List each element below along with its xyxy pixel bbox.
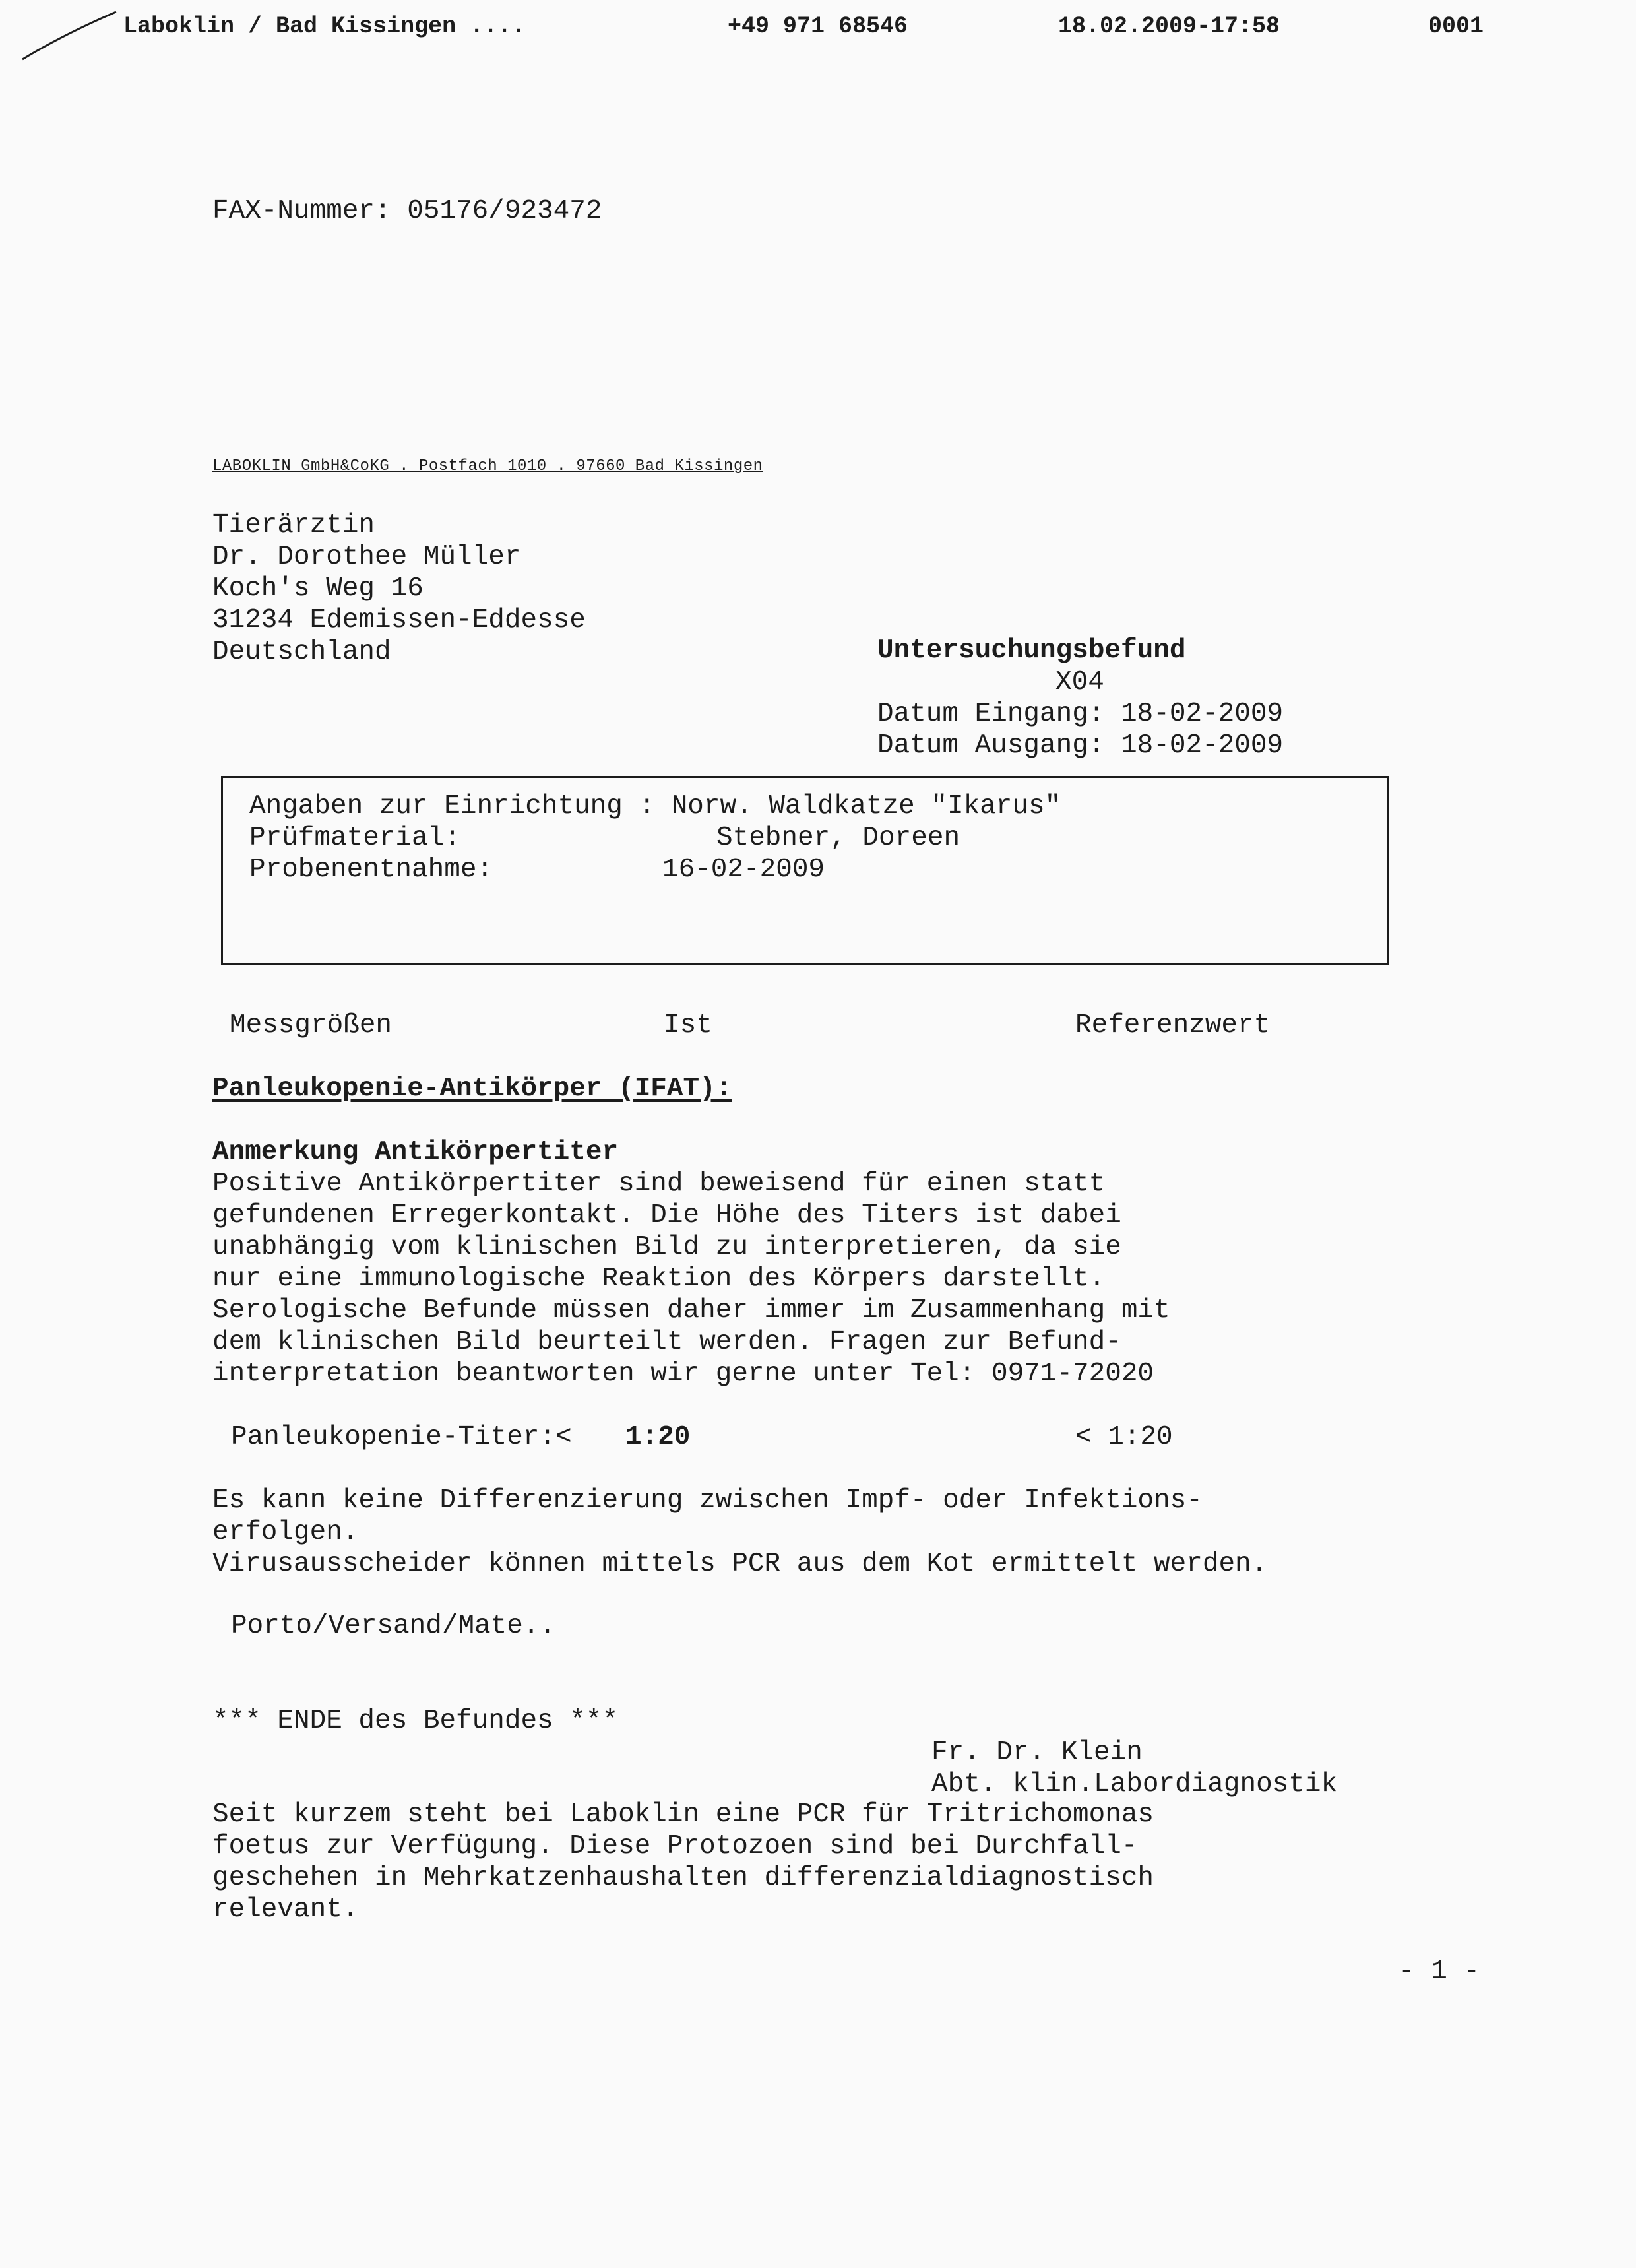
section-title: Panleukopenie-Antikörper (IFAT): [212, 1074, 732, 1104]
note-line: nur eine immunologische Reaktion des Körpers darstellt. [212, 1264, 1106, 1294]
fax-number: FAX-Nummer: 05176/923472 [212, 196, 602, 226]
sender-address-line: LABOKLIN GmbH&CoKG . Postfach 1010 . 97660 Bad Kissingen [212, 457, 763, 475]
report-title: Untersuchungsbefund [877, 635, 1186, 666]
report-code: X04 [1055, 667, 1104, 697]
box-line-facility: Angaben zur Einrichtung : Norw. Waldkatze "Ikarus" [249, 791, 1061, 822]
box-sampling-value: 16-02-2009 [662, 855, 825, 885]
recipient-line-2: Dr. Dorothee Müller [212, 542, 521, 572]
column-header-actual: Ist [664, 1010, 712, 1041]
box-material-value: Stebner, Doreen [716, 823, 960, 853]
fax-header-sender: Laboklin / Bad Kissingen .... [123, 13, 526, 40]
note-line: interpretation beantworten wir gerne unter Tel: 0971-72020 [212, 1359, 1154, 1389]
fax-header-page-code: 0001 [1428, 13, 1484, 40]
remark-line-3: Virusausscheider können mittels PCR aus dem Kot ermittelt werden. [212, 1549, 1268, 1579]
porto-line: Porto/Versand/Mate.. [231, 1611, 556, 1641]
footer-note-line-2: foetus zur Verfügung. Diese Protozoen sind bei Durchfall- [212, 1831, 1138, 1862]
box-sampling-label: Probenentnahme: [249, 855, 493, 885]
signature-department: Abt. klin.Labordiagnostik [931, 1769, 1338, 1799]
end-marker: *** ENDE des Befundes *** [212, 1706, 619, 1736]
result-label: Panleukopenie-Titer:< [231, 1422, 572, 1452]
note-title: Anmerkung Antikörpertiter [212, 1137, 619, 1167]
column-header-parameter: Messgrößen [230, 1010, 393, 1041]
note-line: gefundenen Erregerkontakt. Die Höhe des Titers ist dabei [212, 1200, 1121, 1231]
note-line: Serologische Befunde müssen daher immer im Zusammenhang mit [212, 1295, 1170, 1326]
column-header-reference: Referenzwert [1075, 1010, 1271, 1041]
result-value: 1:20 [625, 1422, 691, 1452]
fax-mark-stroke [20, 9, 119, 62]
fax-header-phone: +49 971 68546 [728, 13, 908, 40]
recipient-line-3: Koch's Weg 16 [212, 573, 424, 604]
box-material-label: Prüfmaterial: [249, 823, 460, 853]
footer-note-line-4: relevant. [212, 1895, 359, 1925]
signature-name: Fr. Dr. Klein [931, 1737, 1143, 1768]
page-number: - 1 - [1399, 1957, 1480, 1987]
note-line: dem klinischen Bild beurteilt werden. Fragen zur Befund- [212, 1327, 1121, 1357]
fax-header-datetime: 18.02.2009-17:58 [1058, 13, 1280, 40]
remark-line-1: Es kann keine Differenzierung zwischen Impf- oder Infektions- [212, 1485, 1203, 1516]
footer-note-line-1: Seit kurzem steht bei Laboklin eine PCR für Tritrichomonas [212, 1799, 1154, 1830]
recipient-line-1: Tierärztin [212, 510, 375, 540]
recipient-line-5: Deutschland [212, 637, 391, 667]
date-received: Datum Eingang: 18-02-2009 [877, 699, 1284, 729]
result-reference: < 1:20 [1075, 1422, 1173, 1452]
remark-line-2: erfolgen. [212, 1517, 359, 1547]
date-issued: Datum Ausgang: 18-02-2009 [877, 730, 1284, 761]
recipient-line-4: 31234 Edemissen-Eddesse [212, 605, 586, 635]
footer-note-line-3: geschehen in Mehrkatzenhaushalten differenzialdiagnostisch [212, 1863, 1154, 1893]
note-line: unabhängig vom klinischen Bild zu interpretieren, da sie [212, 1232, 1121, 1262]
note-line: Positive Antikörpertiter sind beweisend für einen statt [212, 1169, 1106, 1199]
